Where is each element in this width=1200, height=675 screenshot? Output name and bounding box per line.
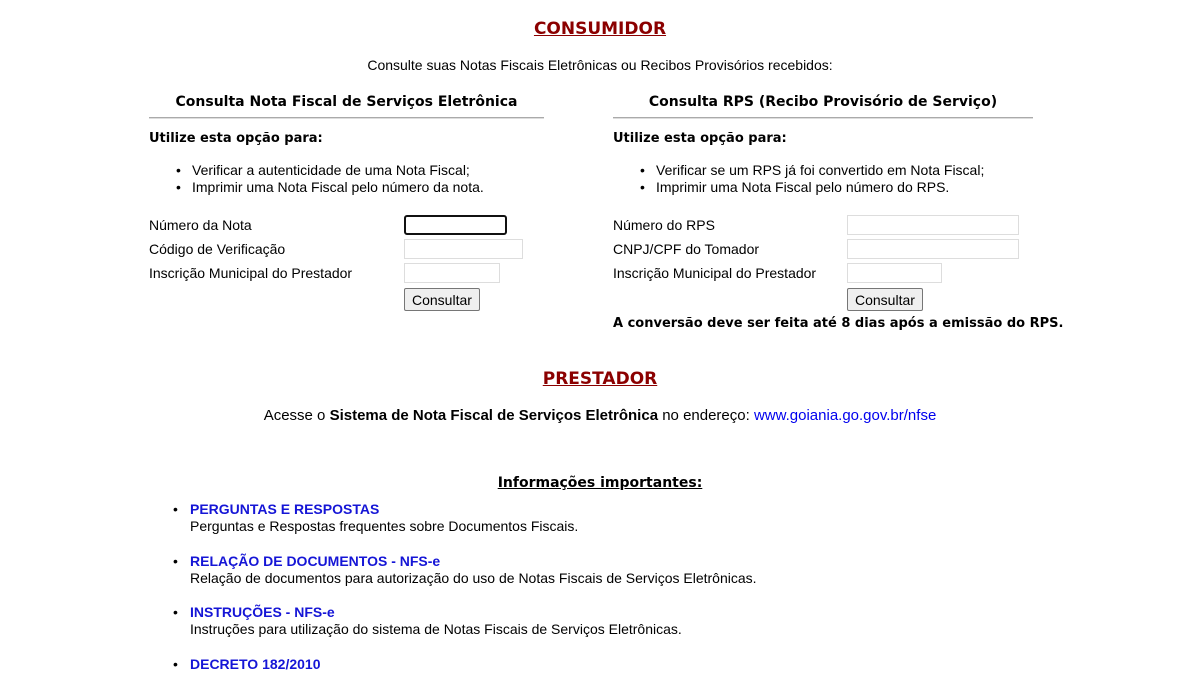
info-heading [0,474,1200,491]
rps-panel [613,94,1033,119]
nfse-panel [149,94,544,119]
numero-nota-input[interactable] [404,215,507,235]
numero-rps-input[interactable] [847,215,1019,235]
codigo-verificacao-input[interactable] [404,239,523,259]
nfse-bullets [192,162,484,196]
perguntas-respostas-link[interactable]: PERGUNTAS E RESPOSTAS [190,501,380,517]
info-desc: Relação de documentos para autorização do uso de Notas Fiscais de Serviços Eletrônicas. [190,570,757,586]
numero-rps-label: Número do RPS [613,217,715,233]
list-item: • Verificar se um RPS já foi convertido em Nota Fiscal; [656,162,984,179]
prestador-text-before: Acesse o [263,407,330,424]
nfse-intro: Utilize esta opção para: [149,131,323,146]
bullet: • [173,501,178,517]
consumidor-heading: CONSUMIDOR [533,19,667,39]
list-item: • Imprimir uma Nota Fiscal pelo número da nota. [192,179,484,196]
codigo-verificacao-label: Código de Verificação [149,241,286,257]
info-desc: Perguntas e Respostas frequentes sobre Documentos Fiscais. [190,518,579,534]
consumidor-subtitle: Consulte suas Notas Fiscais Eletrônicas ou Recibos Provisórios recebidos: [367,57,833,73]
prestador-text-after: no endereço: [658,407,754,424]
decreto-link[interactable]: DECRETO 182/2010 [190,656,321,672]
list-item: • Verificar a autenticidade de uma Nota Fiscal; [192,162,484,179]
bullet: • [173,604,178,620]
rps-intro: Utilize esta opção para: [613,131,787,146]
nfse-title: Consulta Nota Fiscal de Serviços Eletrônica [175,94,518,110]
bullet: • [173,553,178,569]
instrucoes-link[interactable]: INSTRUÇÕES - NFS-e [190,604,335,620]
inscricao-municipal-label: Inscrição Municipal do Prestador [149,265,353,281]
rps-title: Consulta RPS (Recibo Provisório de Serviço) [648,94,998,110]
info-title: Informações importantes: [497,475,703,491]
nfse-site-link[interactable]: www.goiania.go.gov.br/nfse [753,407,937,424]
divider [149,117,544,119]
nfse-consultar-button[interactable]: Consultar [404,288,480,311]
inscricao-municipal-input[interactable] [404,263,500,283]
rps-note: A conversão deve ser feita até 8 dias após a emissão do RPS. [613,316,1064,331]
prestador-system-name: Sistema de Nota Fiscal de Serviços Eletrônica [329,407,659,424]
cnpj-cpf-input[interactable] [847,239,1019,259]
cnpj-cpf-label: CNPJ/CPF do Tomador [613,241,760,257]
prestador-heading: PRESTADOR [542,369,658,389]
rps-inscricao-label: Inscrição Municipal do Prestador [613,265,817,281]
relacao-documentos-link[interactable]: RELAÇÃO DE DOCUMENTOS - NFS-e [190,553,441,569]
divider [613,117,1033,119]
info-desc: Instruções para utilização do sistema de Notas Fiscais de Serviços Eletrônicas. [190,621,682,637]
bullet: • [173,656,178,672]
rps-bullets [656,162,984,196]
rps-consultar-button[interactable]: Consultar [847,288,923,311]
prestador-text [0,407,1200,424]
list-item: • Imprimir uma Nota Fiscal pelo número do RPS. [656,179,984,196]
rps-inscricao-input[interactable] [847,263,942,283]
numero-nota-label: Número da Nota [149,217,252,233]
